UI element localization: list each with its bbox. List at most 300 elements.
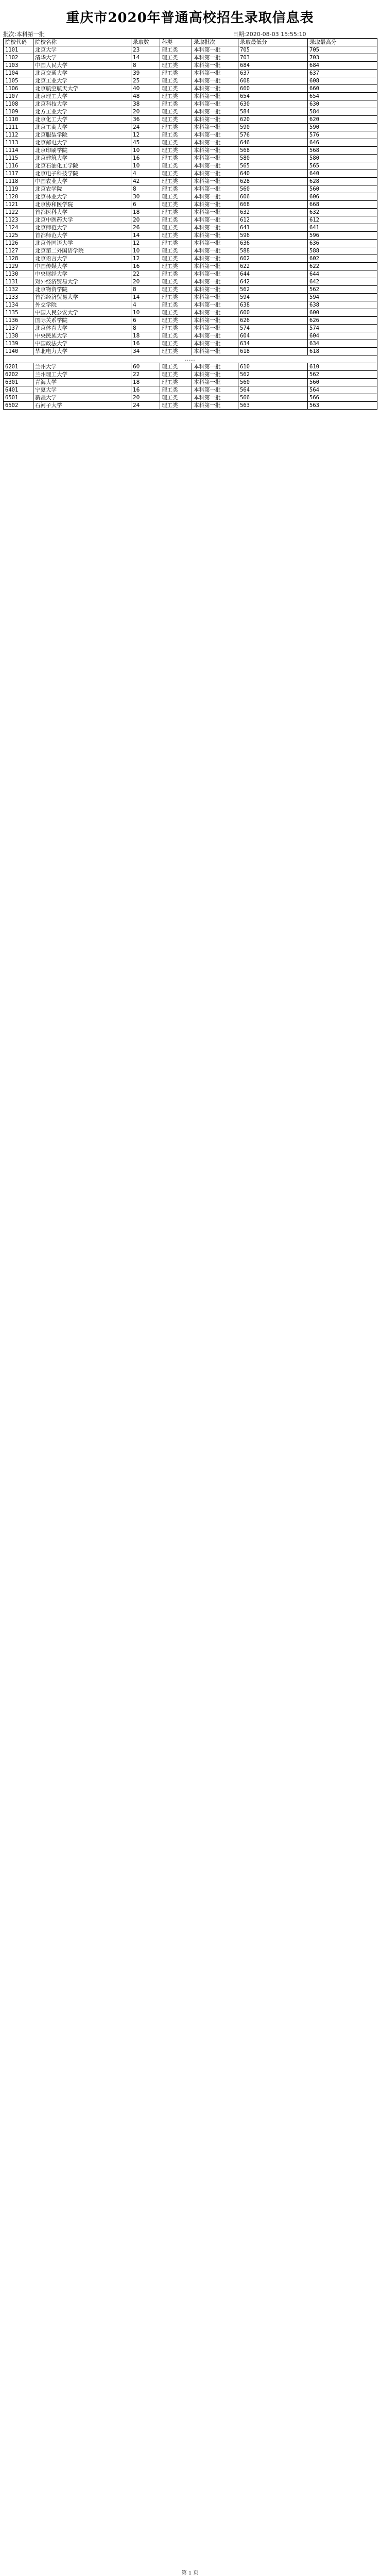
table-cell: 562 xyxy=(308,371,377,379)
table-cell: 622 xyxy=(238,263,308,270)
table-cell: 理工类 xyxy=(160,147,192,155)
table-cell: 34 xyxy=(131,348,160,355)
table-cell: 622 xyxy=(308,263,377,270)
table-cell: 理工类 xyxy=(160,402,192,410)
table-cell: 北京化工大学 xyxy=(33,116,131,124)
table-cell: 理工类 xyxy=(160,386,192,394)
table-cell: 644 xyxy=(238,270,308,278)
table-cell: 北京语言大学 xyxy=(33,255,131,263)
table-cell: 20 xyxy=(131,278,160,286)
table-cell: 1107 xyxy=(4,93,33,100)
table-row xyxy=(4,286,377,294)
table-cell: 1118 xyxy=(4,178,33,185)
table-row xyxy=(4,124,377,131)
table-cell: 8 xyxy=(131,286,160,294)
table-cell: 594 xyxy=(238,294,308,301)
table-cell: 理工类 xyxy=(160,170,192,178)
table-cell: 16 xyxy=(131,263,160,270)
table-cell: 10 xyxy=(131,309,160,317)
table-cell: 北京农学院 xyxy=(33,185,131,193)
table-cell: 604 xyxy=(308,332,377,340)
table-cell: 564 xyxy=(238,386,308,394)
table-cell: 理工类 xyxy=(160,209,192,216)
table-cell: 本科第一批 xyxy=(192,131,238,139)
table-cell: 理工类 xyxy=(160,85,192,93)
table-cell: 634 xyxy=(308,340,377,348)
table-cell: 24 xyxy=(131,124,160,131)
table-cell: 610 xyxy=(308,363,377,371)
table-cell: 45 xyxy=(131,139,160,147)
table-row xyxy=(4,325,377,332)
table-cell: 理工类 xyxy=(160,93,192,100)
table-row xyxy=(4,363,377,371)
table-row xyxy=(4,263,377,270)
table-cell: 北京师范大学 xyxy=(33,224,131,232)
table-cell: 660 xyxy=(308,85,377,93)
table-cell: 理工类 xyxy=(160,348,192,355)
table-cell: 594 xyxy=(308,294,377,301)
table-cell: 本科第一批 xyxy=(192,255,238,263)
batch-label: 批次:本科第一批 xyxy=(3,31,45,38)
table-cell: 642 xyxy=(308,278,377,286)
table-cell: 14 xyxy=(131,294,160,301)
table-cell: 654 xyxy=(238,93,308,100)
table-row xyxy=(4,309,377,317)
table-row xyxy=(4,371,377,379)
table-cell: 国际关系学院 xyxy=(33,317,131,325)
table-cell: 22 xyxy=(131,270,160,278)
table-row xyxy=(4,62,377,70)
table-row xyxy=(4,100,377,108)
table-cell: 理工类 xyxy=(160,340,192,348)
table-row xyxy=(4,155,377,162)
table-cell: 兰州理工大学 xyxy=(33,371,131,379)
table-cell: 600 xyxy=(308,309,377,317)
table-cell: 39 xyxy=(131,70,160,77)
table-cell: 6301 xyxy=(4,379,33,386)
table-cell: 637 xyxy=(308,70,377,77)
table-cell: 本科第一批 xyxy=(192,108,238,116)
table-cell: 576 xyxy=(238,131,308,139)
table-cell: 620 xyxy=(238,116,308,124)
table-cell: 612 xyxy=(308,216,377,224)
table-cell: 6202 xyxy=(4,371,33,379)
table-cell: 中国人民大学 xyxy=(33,62,131,70)
table-row xyxy=(4,301,377,309)
table-cell: 本科第一批 xyxy=(192,54,238,62)
table-cell: 620 xyxy=(308,116,377,124)
table-cell: 40 xyxy=(131,85,160,93)
table-row xyxy=(4,340,377,348)
table-cell: 本科第一批 xyxy=(192,201,238,209)
table-cell: 理工类 xyxy=(160,116,192,124)
table-row xyxy=(4,46,377,54)
table-cell: 563 xyxy=(238,402,308,410)
table-cell: 北京石油化工学院 xyxy=(33,162,131,170)
table-cell: 本科第一批 xyxy=(192,340,238,348)
table-cell: 602 xyxy=(238,255,308,263)
table-cell: 12 xyxy=(131,255,160,263)
table-row xyxy=(4,294,377,301)
table-cell: 本科第一批 xyxy=(192,62,238,70)
table-cell: 1136 xyxy=(4,317,33,325)
table-cell: 38 xyxy=(131,100,160,108)
table-row xyxy=(4,54,377,62)
table-cell: 626 xyxy=(308,317,377,325)
table-cell: 6401 xyxy=(4,386,33,394)
page-footer: 第 1 页 xyxy=(181,2570,199,2576)
table-cell: 理工类 xyxy=(160,363,192,371)
table-row xyxy=(4,232,377,240)
table-cell: 6501 xyxy=(4,394,33,402)
table-cell: 642 xyxy=(238,278,308,286)
table-cell: 644 xyxy=(308,270,377,278)
table-cell: 566 xyxy=(238,394,308,402)
table-cell: 本科第一批 xyxy=(192,209,238,216)
table-body xyxy=(4,46,377,410)
table-cell: 北京科技大学 xyxy=(33,100,131,108)
table-cell: 1133 xyxy=(4,294,33,301)
table-row xyxy=(4,139,377,147)
table-cell: 703 xyxy=(238,54,308,62)
table-cell: 608 xyxy=(308,77,377,85)
table-cell: 14 xyxy=(131,232,160,240)
table-cell: 566 xyxy=(308,394,377,402)
table-cell: 本科第一批 xyxy=(192,93,238,100)
header-max-score: 录取最高分 xyxy=(308,39,377,46)
table-cell: 16 xyxy=(131,340,160,348)
header-count: 录取数 xyxy=(131,39,160,46)
table-cell: 628 xyxy=(308,178,377,185)
table-cell: 理工类 xyxy=(160,379,192,386)
table-cell: 理工类 xyxy=(160,124,192,131)
table-cell: 1134 xyxy=(4,301,33,309)
table-cell: 602 xyxy=(308,255,377,263)
table-cell: 北京物资学院 xyxy=(33,286,131,294)
table-cell: 632 xyxy=(308,209,377,216)
table-cell: 637 xyxy=(238,70,308,77)
table-cell: 705 xyxy=(308,46,377,54)
table-cell: 1112 xyxy=(4,131,33,139)
table-cell: 理工类 xyxy=(160,255,192,263)
table-cell: 本科第一批 xyxy=(192,232,238,240)
table-cell: 610 xyxy=(238,363,308,371)
table-cell: 6 xyxy=(131,317,160,325)
table-cell: 本科第一批 xyxy=(192,386,238,394)
table-cell: 宁夏大学 xyxy=(33,386,131,394)
table-cell: 本科第一批 xyxy=(192,286,238,294)
table-cell: 30 xyxy=(131,193,160,201)
table-cell: 638 xyxy=(308,301,377,309)
table-cell: 10 xyxy=(131,147,160,155)
table-cell: 705 xyxy=(238,46,308,54)
table-cell: 20 xyxy=(131,216,160,224)
table-cell: 588 xyxy=(308,247,377,255)
table-row xyxy=(4,240,377,247)
table-cell: 理工类 xyxy=(160,139,192,147)
table-cell: 北京邮电大学 xyxy=(33,139,131,147)
table-cell: 604 xyxy=(238,332,308,340)
table-cell: 8 xyxy=(131,62,160,70)
table-cell: 60 xyxy=(131,363,160,371)
table-cell: 654 xyxy=(308,93,377,100)
table-cell: 574 xyxy=(238,325,308,332)
table-cell: 636 xyxy=(308,240,377,247)
table-cell: 本科第一批 xyxy=(192,116,238,124)
table-cell: 1127 xyxy=(4,247,33,255)
table-cell: 8 xyxy=(131,325,160,332)
table-cell: 北京理工大学 xyxy=(33,93,131,100)
table-cell: 1121 xyxy=(4,201,33,209)
page-title: 重庆市2020年普通高校招生录取信息表 xyxy=(66,10,314,26)
table-cell: 理工类 xyxy=(160,317,192,325)
table-cell: 北京第二外国语学院 xyxy=(33,247,131,255)
table-row xyxy=(4,116,377,124)
admission-table xyxy=(3,38,377,410)
table-continuation-row xyxy=(4,355,377,363)
table-cell: 本科第一批 xyxy=(192,394,238,402)
table-cell: 理工类 xyxy=(160,178,192,185)
table-cell: 565 xyxy=(308,162,377,170)
table-cell: 580 xyxy=(238,155,308,162)
table-cell: 本科第一批 xyxy=(192,77,238,85)
table-cell: 首都师范大学 xyxy=(33,232,131,240)
table-cell: 596 xyxy=(238,232,308,240)
table-cell: 36 xyxy=(131,116,160,124)
table-row xyxy=(4,255,377,263)
table-cell: 理工类 xyxy=(160,278,192,286)
table-cell: 590 xyxy=(238,124,308,131)
table-cell: 1111 xyxy=(4,124,33,131)
table-cell: 563 xyxy=(308,402,377,410)
table-cell: 本科第一批 xyxy=(192,278,238,286)
table-cell: 562 xyxy=(238,371,308,379)
table-cell: 1101 xyxy=(4,46,33,54)
table-cell: 1102 xyxy=(4,54,33,62)
table-cell: 理工类 xyxy=(160,325,192,332)
table-row xyxy=(4,193,377,201)
table-cell: 理工类 xyxy=(160,46,192,54)
table-cell: 600 xyxy=(238,309,308,317)
table-cell: 北京航空航天大学 xyxy=(33,85,131,93)
table-cell: 本科第一批 xyxy=(192,247,238,255)
table-cell: 本科第一批 xyxy=(192,46,238,54)
table-cell: 北京体育大学 xyxy=(33,325,131,332)
table-cell: 1126 xyxy=(4,240,33,247)
table-cell: 1105 xyxy=(4,77,33,85)
table-cell: 668 xyxy=(238,201,308,209)
table-cell: 外交学院 xyxy=(33,301,131,309)
table-cell: 1115 xyxy=(4,155,33,162)
table-cell: 48 xyxy=(131,93,160,100)
table-row xyxy=(4,224,377,232)
table-cell: 理工类 xyxy=(160,193,192,201)
table-cell: 中央民族大学 xyxy=(33,332,131,340)
table-cell: 本科第一批 xyxy=(192,240,238,247)
table-cell: 华北电力大学 xyxy=(33,348,131,355)
table-cell: 本科第一批 xyxy=(192,301,238,309)
table-row xyxy=(4,147,377,155)
table-cell: 576 xyxy=(308,131,377,139)
table-cell: 中国传媒大学 xyxy=(33,263,131,270)
table-cell: 18 xyxy=(131,379,160,386)
table-cell: 565 xyxy=(238,162,308,170)
table-cell: 中国农业大学 xyxy=(33,178,131,185)
table-cell: 24 xyxy=(131,402,160,410)
table-cell: 10 xyxy=(131,162,160,170)
table-cell: 628 xyxy=(238,178,308,185)
table-cell: 636 xyxy=(238,240,308,247)
table-cell: 清华大学 xyxy=(33,54,131,62)
table-cell: 10 xyxy=(131,247,160,255)
table-row xyxy=(4,70,377,77)
table-cell: 562 xyxy=(238,286,308,294)
table-cell: 606 xyxy=(238,193,308,201)
table-cell: 574 xyxy=(308,325,377,332)
table-cell: 1129 xyxy=(4,263,33,270)
table-cell: 20 xyxy=(131,108,160,116)
table-cell: 北方工业大学 xyxy=(33,108,131,116)
table-cell: 684 xyxy=(238,62,308,70)
table-cell: 16 xyxy=(131,386,160,394)
table-row xyxy=(4,85,377,93)
table-cell: 本科第一批 xyxy=(192,85,238,93)
table-cell: 640 xyxy=(238,170,308,178)
table-cell: 本科第一批 xyxy=(192,263,238,270)
table-cell: 理工类 xyxy=(160,263,192,270)
table-row xyxy=(4,185,377,193)
table-cell: 北京交通大学 xyxy=(33,70,131,77)
table-row xyxy=(4,77,377,85)
table-cell: 668 xyxy=(308,201,377,209)
table-cell: 本科第一批 xyxy=(192,371,238,379)
table-cell: 18 xyxy=(131,332,160,340)
table-cell: 本科第一批 xyxy=(192,270,238,278)
table-row xyxy=(4,131,377,139)
header-min-score: 录取最低分 xyxy=(238,39,308,46)
table-cell: 本科第一批 xyxy=(192,193,238,201)
table-cell: 石河子大学 xyxy=(33,402,131,410)
table-cell: 本科第一批 xyxy=(192,402,238,410)
table-cell: 8 xyxy=(131,185,160,193)
table-cell: 理工类 xyxy=(160,294,192,301)
table-cell: 641 xyxy=(308,224,377,232)
table-cell: 1120 xyxy=(4,193,33,201)
table-cell: 584 xyxy=(308,108,377,116)
table-row xyxy=(4,201,377,209)
table-cell: 本科第一批 xyxy=(192,348,238,355)
table-cell: 1128 xyxy=(4,255,33,263)
table-row xyxy=(4,386,377,394)
table-cell: 568 xyxy=(238,147,308,155)
table-cell: 23 xyxy=(131,46,160,54)
table-cell: 理工类 xyxy=(160,394,192,402)
table-cell: 560 xyxy=(238,185,308,193)
table-cell: 北京中医药大学 xyxy=(33,216,131,224)
table-row xyxy=(4,170,377,178)
table-cell: 本科第一批 xyxy=(192,309,238,317)
header-category: 科类 xyxy=(160,39,192,46)
table-cell: 理工类 xyxy=(160,371,192,379)
table-cell: 理工类 xyxy=(160,108,192,116)
table-cell: 北京工业大学 xyxy=(33,77,131,85)
table-cell: 理工类 xyxy=(160,332,192,340)
table-cell: 1137 xyxy=(4,325,33,332)
table-cell: 理工类 xyxy=(160,232,192,240)
table-cell: 北京工商大学 xyxy=(33,124,131,131)
table-cell: 20 xyxy=(131,394,160,402)
table-cell: 1103 xyxy=(4,62,33,70)
table-cell: 1116 xyxy=(4,162,33,170)
table-cell: 1135 xyxy=(4,309,33,317)
table-cell: 1119 xyxy=(4,185,33,193)
table-cell: 本科第一批 xyxy=(192,332,238,340)
table-cell: 584 xyxy=(238,108,308,116)
table-cell: 理工类 xyxy=(160,270,192,278)
table-cell: 首都医科大学 xyxy=(33,209,131,216)
table-cell: 对外经济贸易大学 xyxy=(33,278,131,286)
table-cell: 本科第一批 xyxy=(192,70,238,77)
table-cell: 42 xyxy=(131,178,160,185)
table-cell: 本科第一批 xyxy=(192,185,238,193)
table-cell: 22 xyxy=(131,371,160,379)
table-cell: 理工类 xyxy=(160,301,192,309)
table-cell: 562 xyxy=(308,286,377,294)
table-cell: 608 xyxy=(238,77,308,85)
table-cell: 632 xyxy=(238,209,308,216)
table-cell: 703 xyxy=(308,54,377,62)
table-cell: 640 xyxy=(308,170,377,178)
table-cell: 理工类 xyxy=(160,240,192,247)
table-row xyxy=(4,216,377,224)
table-cell: 6 xyxy=(131,201,160,209)
table-cell: 理工类 xyxy=(160,185,192,193)
table-cell: 12 xyxy=(131,240,160,247)
table-row xyxy=(4,278,377,286)
table-cell: 630 xyxy=(308,100,377,108)
table-cell: 568 xyxy=(308,147,377,155)
table-cell: 本科第一批 xyxy=(192,317,238,325)
table-cell: 6502 xyxy=(4,402,33,410)
table-cell: 16 xyxy=(131,155,160,162)
table-row xyxy=(4,348,377,355)
table-row xyxy=(4,162,377,170)
table-cell: 1110 xyxy=(4,116,33,124)
table-row xyxy=(4,317,377,325)
table-cell: 中国政法大学 xyxy=(33,340,131,348)
table-cell: 北京协和医学院 xyxy=(33,201,131,209)
table-cell: 理工类 xyxy=(160,155,192,162)
table-cell: 1108 xyxy=(4,100,33,108)
table-cell: 1132 xyxy=(4,286,33,294)
table-cell: 理工类 xyxy=(160,224,192,232)
table-cell: 25 xyxy=(131,77,160,85)
table-cell: 618 xyxy=(238,348,308,355)
table-header-row xyxy=(4,39,377,46)
table-cell: 26 xyxy=(131,224,160,232)
table-cell: 本科第一批 xyxy=(192,124,238,131)
continuation-marker: …… xyxy=(4,355,377,363)
table-cell: 本科第一批 xyxy=(192,216,238,224)
table-cell: 中国人民公安大学 xyxy=(33,309,131,317)
table-cell: 本科第一批 xyxy=(192,379,238,386)
header-code: 院校代码 xyxy=(4,39,33,46)
table-row xyxy=(4,178,377,185)
table-cell: 646 xyxy=(308,139,377,147)
table-cell: 理工类 xyxy=(160,286,192,294)
table-cell: 646 xyxy=(238,139,308,147)
table-cell: 理工类 xyxy=(160,100,192,108)
